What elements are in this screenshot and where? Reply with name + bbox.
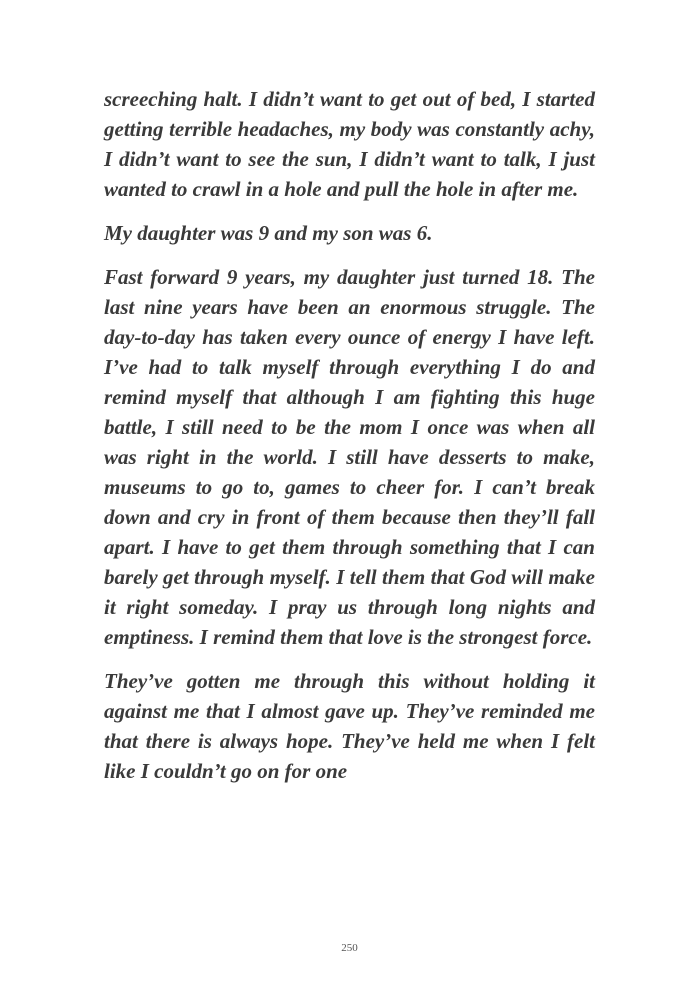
paragraph: screeching halt. I didn’t want to get out of bed, I started getting terrible headaches, my body was constantly achy, I didn’t want to see the sun, I didn’t want to talk, I just wanted to crawl in a hole and pull the hole in after me. <box>104 87 595 201</box>
paragraph: My daughter was 9 and my son was 6. <box>104 221 433 245</box>
body-text <box>104 84 595 800</box>
paragraph: Fast forward 9 years, my daughter just turned 18. The last nine years have been an enormous struggle. The day-to-day has taken every ounce of energy I have left. I’ve had to talk myself through everything I do and remind myself that although I am fighting this huge battle, I still need to be the mom I once was when all was right in the world. I still have desserts to make, museums to go to, games to cheer for. I can’t break down and cry in front of them because then they’ll fall apart. I have to get them through something that I can barely get through myself. I tell them that God will make it right someday. I pray us through long nights and emptiness. I remind them that love is the strongest force. <box>104 265 595 649</box>
page-number: 250 <box>341 942 358 954</box>
paragraph: They’ve gotten me through this without holding it against me that I almost gave up. They’ve reminded me that there is always hope. They’ve held me when I felt like I couldn’t go on for one <box>104 669 595 783</box>
